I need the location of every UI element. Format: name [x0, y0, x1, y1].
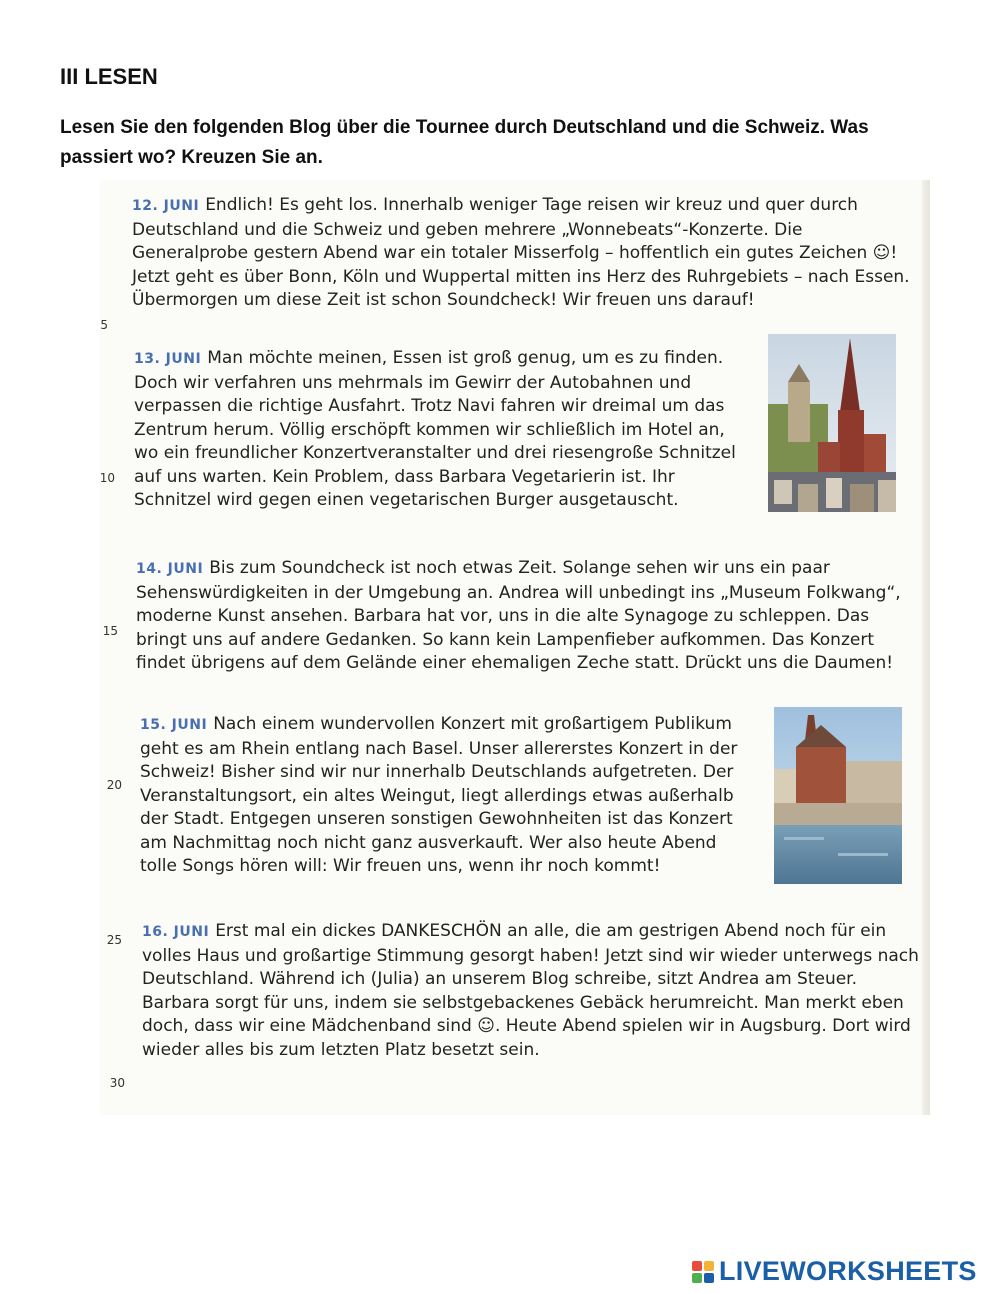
- brand-square: [704, 1261, 714, 1271]
- brand-square: [704, 1273, 714, 1283]
- blog-entry: [134, 347, 752, 513]
- entry-text: Erst mal ein dickes DANKESCHÖN an alle, die am gestrigen Abend noch für ein volles Haus und großartige Stimmung gesorgt haben! Jetzt sind wir wieder unterwegs nach Deutschland. Während ich (Julia) an unserem Blog schreibe, sitzt Andrea am Steuer. Barbara sorgt für uns, indem sie selbstgebackenes Gebäck herumreicht. Man merkt eben doch, dass wir eine Mädchenband sind ☺. Heute Abend spielen wir in Augsburg. Dort wird wieder alles bis zum letzten Platz besetzt sein.: [142, 921, 919, 1060]
- blog-entry: [140, 713, 750, 879]
- line-number: 30: [109, 1076, 125, 1090]
- instructions: Lesen Sie den folgenden Blog über die Tournee durch Deutschland und die Schweiz. Was passiert wo? Kreuzen Sie an.: [60, 117, 869, 168]
- blog-scan: [100, 180, 930, 1115]
- blog-entry: [132, 194, 912, 313]
- basel-rhine-photo: [774, 707, 902, 884]
- entry-date: 15. JUNI: [140, 717, 208, 733]
- entry-text: Man möchte meinen, Essen ist groß genug, um es zu finden. Doch wir verfahren uns mehrmals im Gewirr der Autobahnen und verpassen die richtige Ausfahrt. Trotz Navi fahren wir dreimal um das Zentrum herum. Völlig erschöpft kommen wir schließlich im Hotel an, wo ein freundlicher Konzertveranstalter und drei riesengroße Schnitzel auf uns warten. Kein Problem, dass Barbara Vegetarierin ist. Ihr Schnitzel wird gegen einen vegetarischen Burger ausgetauscht.: [134, 348, 736, 510]
- liveworksheets-brand: [692, 1256, 977, 1287]
- line-number: 20: [106, 778, 122, 792]
- brand-logo-icon: [692, 1261, 714, 1283]
- section-title: III LESEN: [60, 64, 158, 89]
- entry-date: 12. JUNI: [132, 198, 200, 214]
- blog-entry: [142, 920, 922, 1062]
- line-number: 15: [102, 624, 118, 638]
- line-number: 5: [100, 318, 108, 332]
- entry-text: Nach einem wundervollen Konzert mit großartigem Publikum geht es am Rhein entlang nach Basel. Unser allererstes Konzert in der Schweiz! Bisher sind wir nur innerhalb Deutschlands aufgetreten. Der Veranstaltungsort, ein altes Weingut, liegt allerdings etwas außerhalb der Stadt. Entgegen unseren sonstigen Gewohnheiten ist das Konzert am Nachmittag noch nicht ganz ausverkauft. Wer also heute Abend tolle Songs hören will: Wir freuen uns, wenn ihr noch kommt!: [140, 714, 738, 876]
- line-number: 10: [99, 471, 115, 485]
- entry-date: 13. JUNI: [134, 351, 202, 367]
- essen-church-photo: [768, 334, 896, 512]
- entry-date: 14. JUNI: [136, 561, 204, 577]
- blog-entry: [136, 557, 916, 676]
- brand-square: [692, 1261, 702, 1271]
- entry-date: 16. JUNI: [142, 924, 210, 940]
- brand-name: LIVEWORKSHEETS: [719, 1256, 977, 1286]
- entry-text: Bis zum Soundcheck ist noch etwas Zeit. Solange sehen wir uns ein paar Sehenswürdigkeiten in der Umgebung an. Andrea will unbedingt ins „Museum Folkwang“, moderne Kunst ansehen. Barbara hat vor, uns in die alte Synagoge zu schleppen. Das bringt uns auf andere Gedanken. So kann kein Lampenfieber aufkommen. Das Konzert findet übrigens auf dem Gelände einer ehemaligen Zeche statt. Drückt uns die Daumen!: [136, 558, 901, 673]
- brand-square: [692, 1273, 702, 1283]
- entry-text: Endlich! Es geht los. Innerhalb weniger Tage reisen wir kreuz und quer durch Deutschland und die Schweiz und geben mehrere „Wonnebeats“-Konzerte. Die Generalprobe gestern Abend war ein totaler Misserfolg – hoffentlich ein gutes Zeichen ☺! Jetzt geht es über Bonn, Köln und Wuppertal mitten ins Herz des Ruhrgebiets – nach Essen. Übermorgen um diese Zeit ist schon Soundcheck! Wir freuen uns darauf!: [132, 195, 910, 310]
- line-number: 25: [106, 933, 122, 947]
